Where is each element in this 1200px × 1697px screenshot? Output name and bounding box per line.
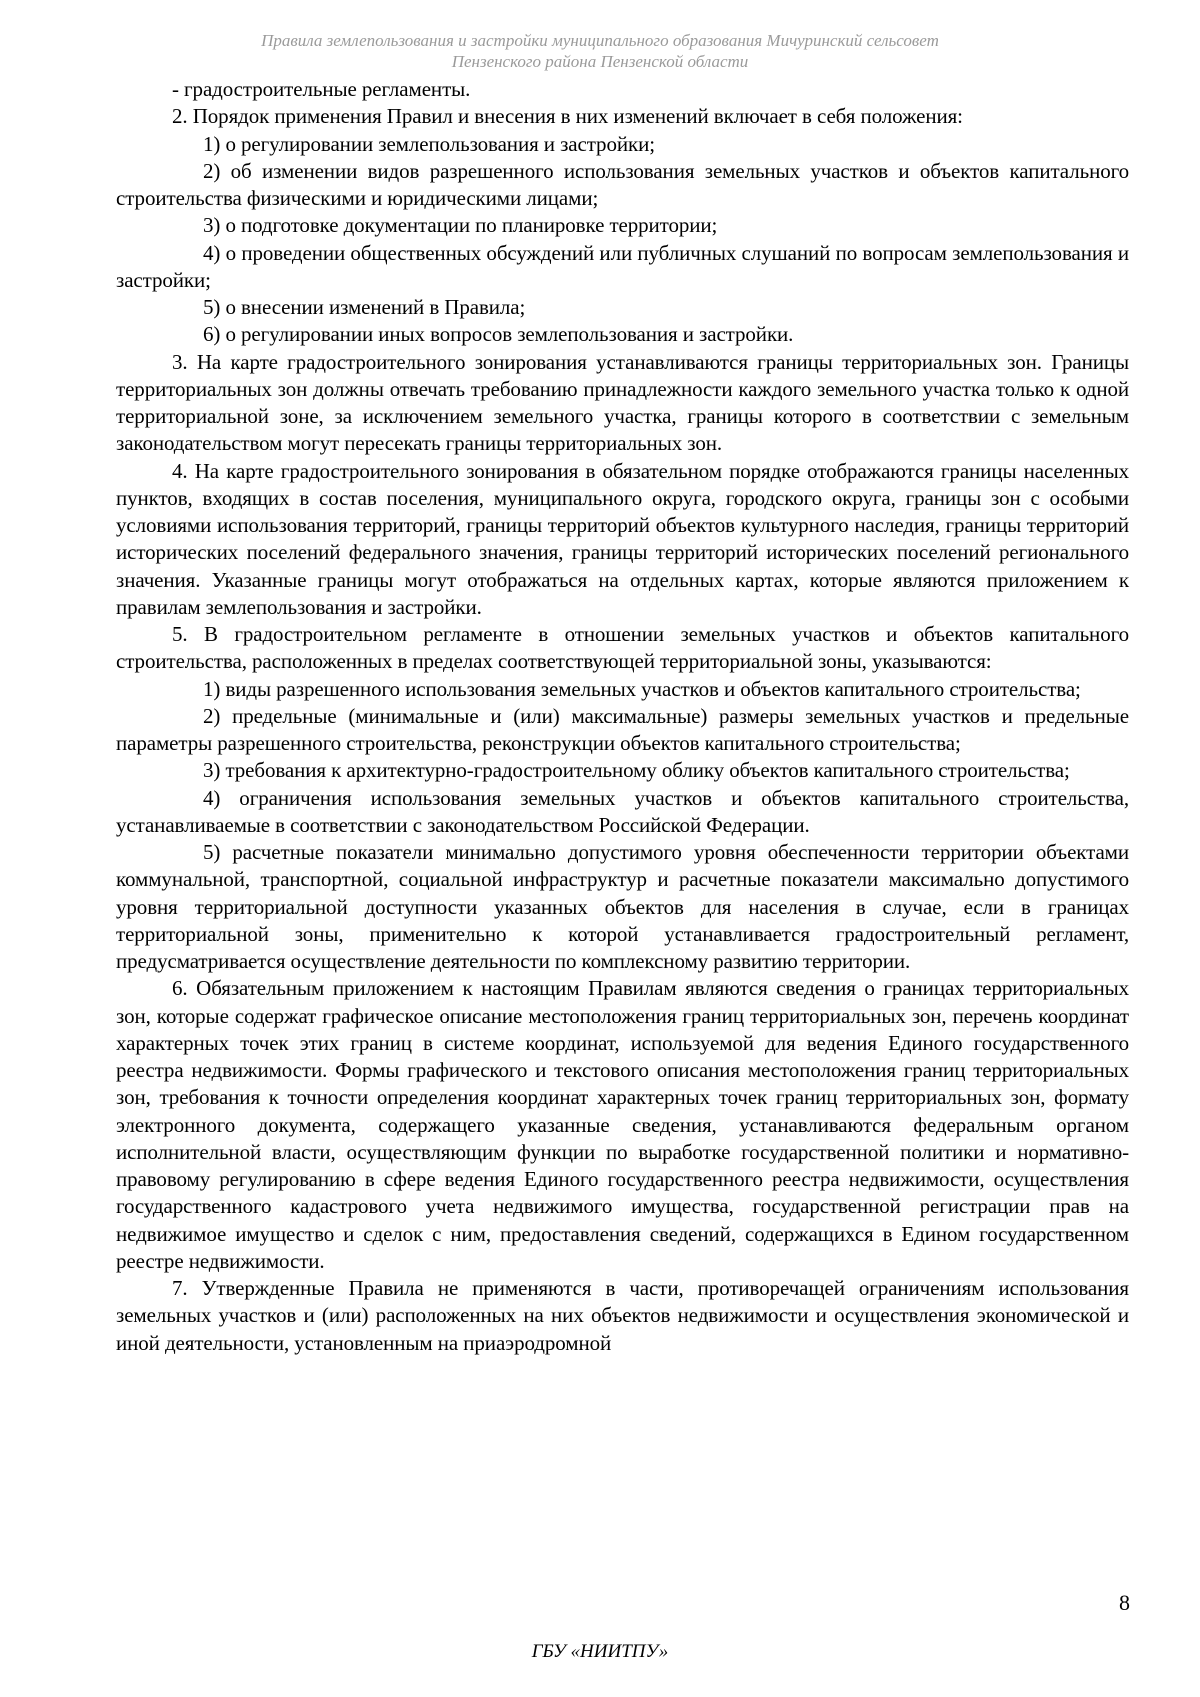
page-number: 8 [1119, 1590, 1130, 1615]
list-item: 5) расчетные показатели минимально допустимого уровня обеспеченности территории объектами коммунальной, транспортной, социальной инфраструктур и расчетные показатели максимально допустимого уровня территориальной доступности указанных объектов для населения в случае, если в границах территориальной зоны, применительно к которой устанавливается градостроительный регламент, предусматривается осуществление деятельности по комплексному развитию территории. [116, 840, 1129, 973]
paragraph: - градостроительные регламенты. [172, 77, 471, 101]
paragraph: 2. Порядок применения Правил и внесения в них изменений включает в себя положения: [172, 104, 963, 129]
page-footer: ГБУ «НИИТПУ» [531, 1641, 669, 1662]
paragraph: 7. Утвержденные Правила не применяются в части, противоречащей ограничениям использования земельных участков и (или) расположенных на них объектов недвижимости и осуществления экономической и иной деятельности, установленным на приаэродромной [116, 1276, 1129, 1355]
paragraph: 6. Обязательным приложением к настоящим Правилам являются сведения о границах территориальных зон, которые содержат графическое описание местоположения границ территориальных зон, перечень координат характерных точек этих границ в системе координат, используемой для ведения Единого государственного реестра недвижимости. Формы графического и текстового описания местоположения границ территориальных зон, требования к точности определения координат характерных точек границ территориальных зон, формату электронного документа, содержащего указанные сведения, устанавливаются федеральным органом исполнительной власти, осуществляющим функции по выработке государственной политики и нормативно-правовому регулированию в сфере ведения Единого государственного реестра недвижимости, осуществления государственного кадастрового учета недвижимого имущества, государственной регистрации прав на недвижимое имущество и сделок с ним, предоставления сведений, содержащихся в Едином государственном реестре недвижимости. [116, 976, 1129, 1273]
list-item: 2) об изменении видов разрешенного использования земельных участков и объектов капитального строительства физическими и юридическими лицами; [116, 158, 1129, 210]
list-item: 3) о подготовке документации по планировке территории; [203, 213, 718, 238]
list-item: 1) виды разрешенного использования земельных участков и объектов капитального строительства; [203, 676, 1081, 701]
list-item: 4) о проведении общественных обсуждений или публичных слушаний по вопросам землепользования и застройки; [116, 240, 1129, 292]
paragraph: 4. На карте градостроительного зонирования в обязательном порядке отображаются границы населенных пунктов, входящих в состав поселения, муниципального округа, городского округа, границы зон с особыми условиями использования территорий, границы территорий объектов культурного наследия, границы территорий исторических поселений федерального значения, границы территорий исторических поселений регионального значения. Указанные границы могут отображаться на отдельных картах, которые являются приложением к правилам землепользования и застройки. [116, 458, 1129, 619]
running-header-line-1: Правила землепользования и застройки муниципального образования Мичуринский сельсовет [261, 31, 939, 50]
document-body [116, 76, 1129, 1357]
list-item: 5) о внесении изменений в Правила; [203, 295, 526, 319]
list-item: 4) ограничения использования земельных участков и объектов капитального строительства, устанавливаемые в соответствии с законодательством Российской Федерации. [116, 785, 1129, 837]
paragraph: 5. В градостроительном регламенте в отношении земельных участков и объектов капитального строительства, расположенных в пределах соответствующей территориальной зоны, указываются: [116, 622, 1129, 674]
list-item: 6) о регулировании иных вопросов землепользования и застройки. [203, 322, 794, 347]
running-header-line-2: Пензенского района Пензенской области [451, 52, 749, 71]
list-item: 3) требования к архитектурно-градостроительному облику объектов капитального строительства; [203, 758, 1070, 783]
list-item: 2) предельные (минимальные и (или) максимальные) размеры земельных участков и предельные параметры разрешенного строительства, реконструкции объектов капитального строительства; [116, 703, 1129, 755]
paragraph: 3. На карте градостроительного зонирования устанавливаются границы территориальных зон. Границы территориальных зон должны отвечать требованию принадлежности каждого земельного участка только к одной территориальной зоне, за исключением земельного участка, границы которого в соответствии с земельным законодательством могут пересекать границы территориальных зон. [116, 349, 1129, 456]
list-item: 1) о регулировании землепользования и застройки; [203, 131, 655, 156]
